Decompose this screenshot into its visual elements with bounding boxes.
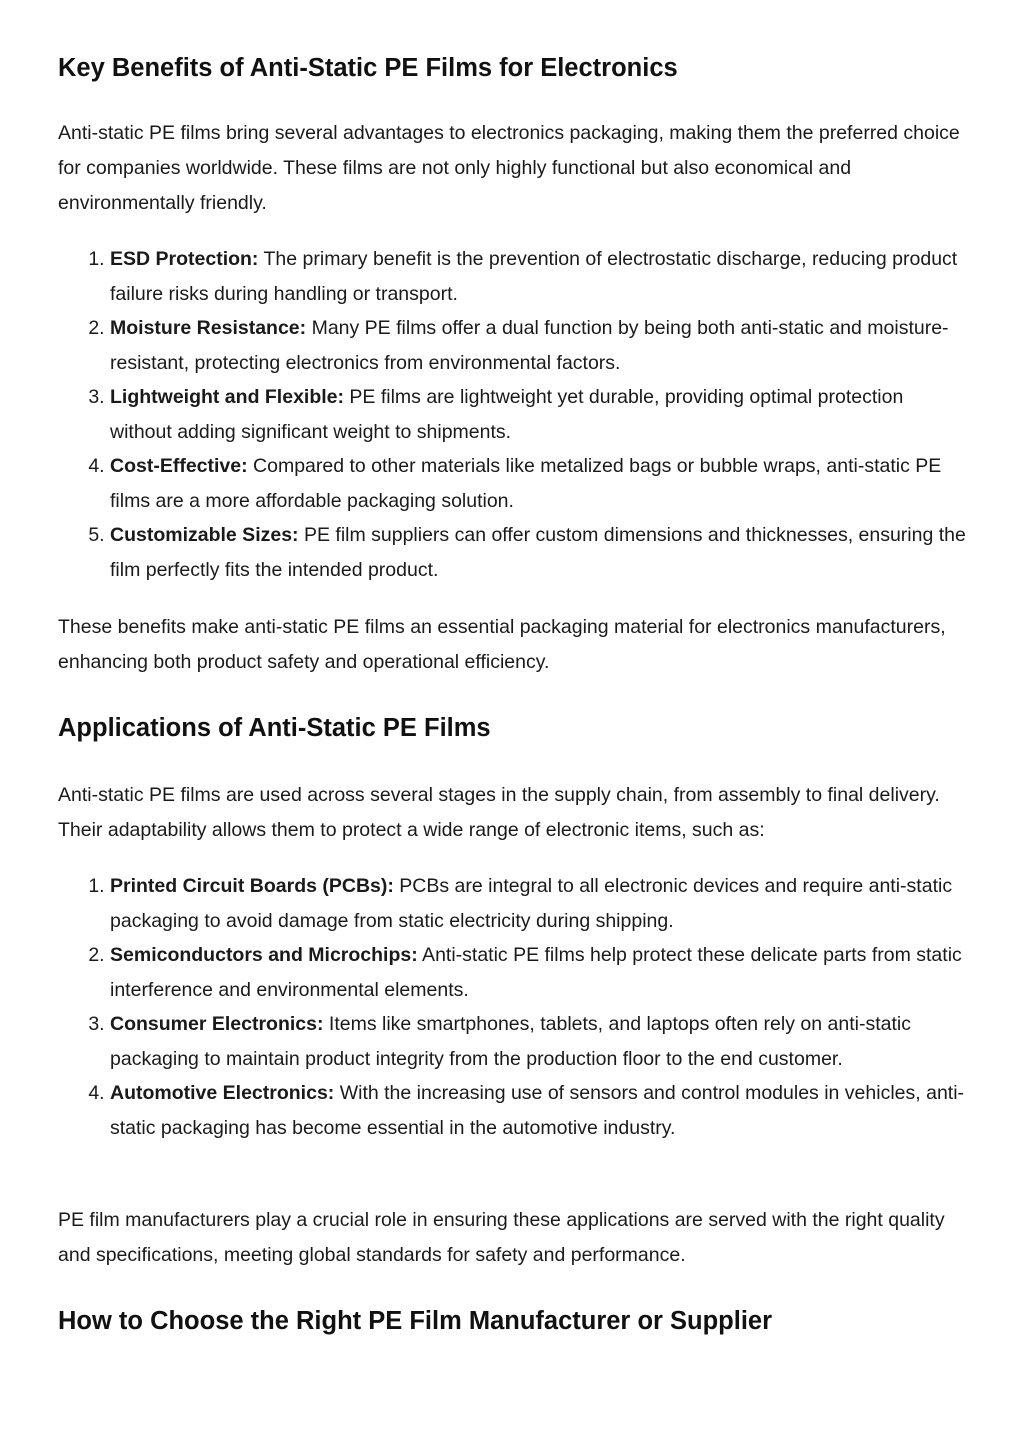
list-item-text: PE film suppliers can offer custom dimensions and thicknesses, ensuring the film perfectly fits the intended product. (110, 524, 966, 581)
list-item-term: Customizable Sizes: (110, 524, 299, 546)
list-item (110, 242, 966, 311)
key-benefits-outro-paragraph: These benefits make anti-static PE films an essential packaging material for electronics manufacturers, enhancing both product safety and operational efficiency. (58, 616, 946, 673)
list-item (110, 380, 966, 449)
list-item (110, 869, 966, 938)
list-item-term: Lightweight and Flexible: (110, 386, 344, 408)
section-heading-applications: Applications of Anti-Static PE Films (58, 714, 491, 742)
list-item-term: Automotive Electronics: (110, 1082, 335, 1104)
applications-intro-paragraph: Anti-static PE films are used across several stages in the supply chain, from assembly to final delivery. Their adaptability allows them to protect a wide range of electronic items, such as: (58, 784, 940, 841)
list-item (110, 518, 966, 587)
list-item-text: With the increasing use of sensors and control modules in vehicles, anti-static packaging has become essential in the automotive industry. (110, 1082, 965, 1139)
list-item-text: Anti-static PE films help protect these delicate parts from static interference and environmental elements. (110, 944, 962, 1001)
list-item-term: ESD Protection: (110, 248, 259, 270)
list-item-text: PE films are lightweight yet durable, providing optimal protection without adding significant weight to shipments. (110, 386, 904, 443)
applications-outro-paragraph: PE film manufacturers play a crucial role in ensuring these applications are served with the right quality and specifications, meeting global standards for safety and performance. (58, 1209, 945, 1266)
applications-list (58, 869, 966, 1145)
list-item-term: Moisture Resistance: (110, 317, 307, 339)
list-item-text: Items like smartphones, tablets, and laptops often rely on anti-static packaging to maintain product integrity from the production floor to the end customer. (110, 1013, 911, 1070)
list-item-term: Consumer Electronics: (110, 1013, 324, 1035)
list-item (110, 1007, 966, 1076)
list-item-term: Cost-Effective: (110, 455, 248, 477)
list-item-text: The primary benefit is the prevention of electrostatic discharge, reducing product failure risks during handling or transport. (110, 248, 958, 305)
list-item (110, 938, 966, 1007)
key-benefits-intro-paragraph: Anti-static PE films bring several advantages to electronics packaging, making them the preferred choice for companies worldwide. These films are not only highly functional but also economical and environmentally friendly. (58, 122, 960, 214)
section-heading-choose-manufacturer: How to Choose the Right PE Film Manufacturer or Supplier (58, 1307, 773, 1335)
section-heading-key-benefits: Key Benefits of Anti-Static PE Films for Electronics (58, 54, 678, 82)
list-item-text: Many PE films offer a dual function by being both anti-static and moisture-resistant, protecting electronics from environmental factors. (110, 317, 949, 374)
list-item (110, 311, 966, 380)
list-item-text: Compared to other materials like metalized bags or bubble wraps, anti-static PE films are a more affordable packaging solution. (110, 455, 942, 512)
key-benefits-list (58, 242, 966, 587)
list-item (110, 449, 966, 518)
list-item-term: Printed Circuit Boards (PCBs): (110, 875, 394, 897)
list-item-text: PCBs are integral to all electronic devices and require anti-static packaging to avoid damage from static electricity during shipping. (110, 875, 953, 932)
list-item (110, 1076, 966, 1145)
list-item-term: Semiconductors and Microchips: (110, 944, 418, 966)
